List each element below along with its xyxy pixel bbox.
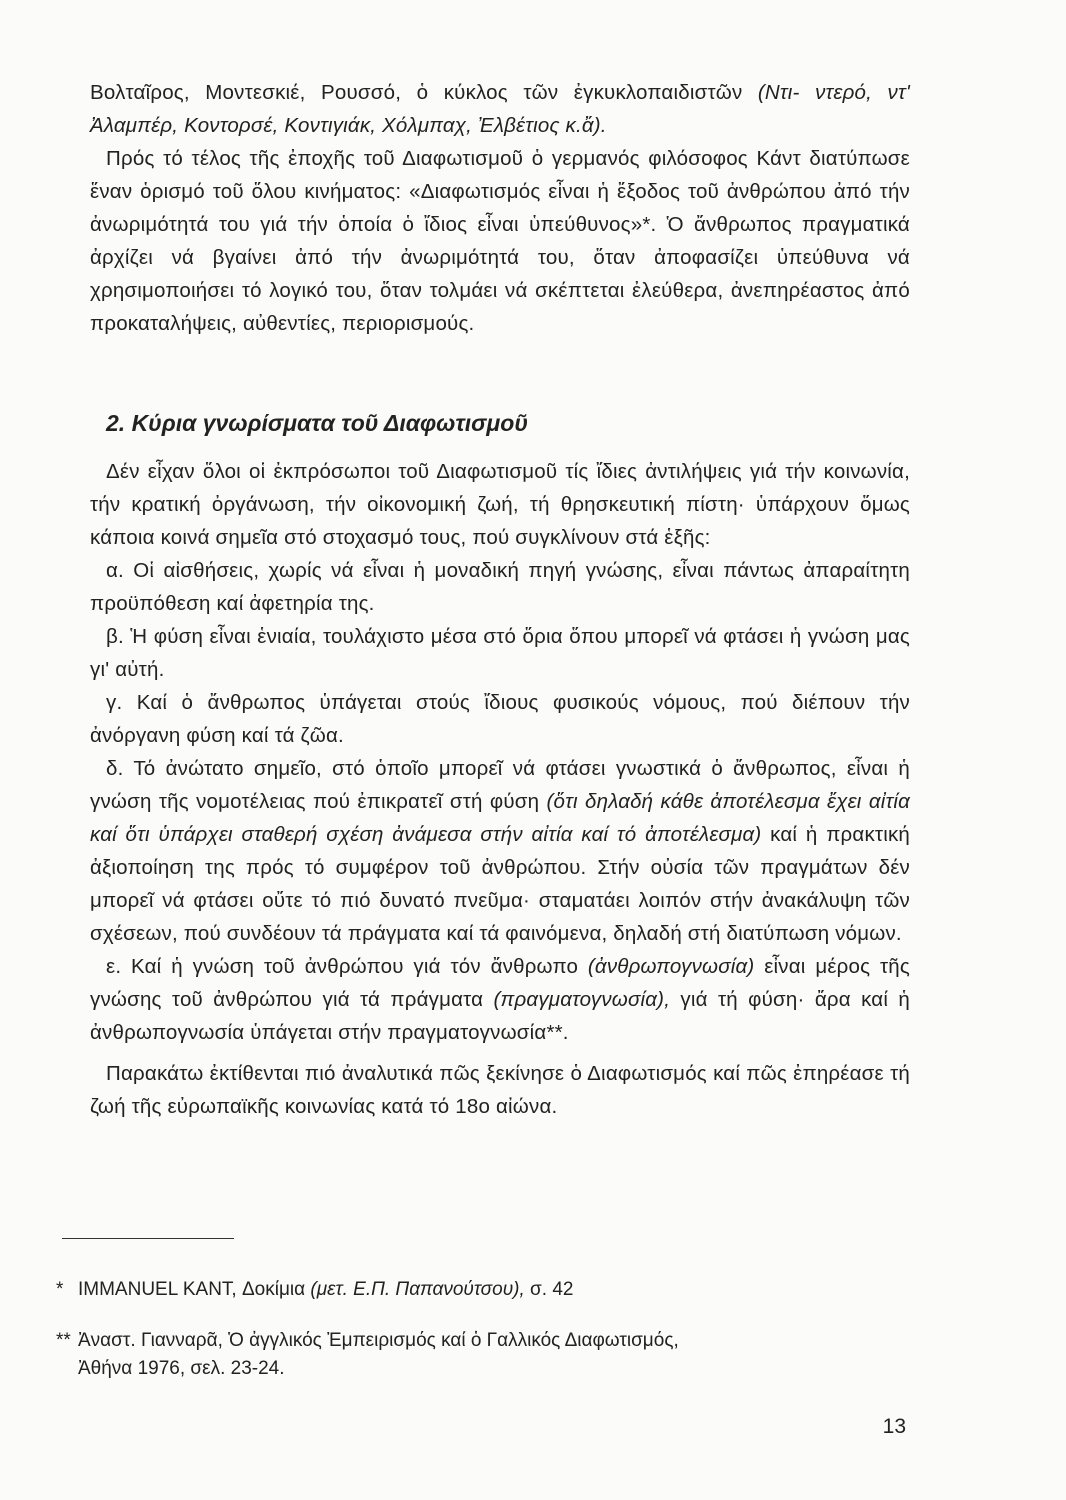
footnote-2 [56, 1327, 906, 1383]
section-body [90, 455, 910, 1123]
footnote-text: Ἀναστ. Γιανναρᾶ, Ὁ ἀγγλικός Ἐμπειρισμός καί ὁ Γαλλικός Διαφωτισμός, [78, 1330, 679, 1351]
paragraph-continued [90, 76, 910, 142]
footnote-text: IMMANUEL KANT, Δοκίμια [78, 1279, 311, 1300]
closing-paragraph: Παρακάτω ἐκτίθενται πιό ἀναλυτικά πῶς ξεκίνησε ὁ Διαφωτισμός καί πῶς ἐπηρέασε τή ζωή τῆς εὐρωπαϊκῆς κοινωνίας κατά τό 18ο αἰώνα. [90, 1062, 910, 1118]
footnote-text: σ. 42 [524, 1279, 574, 1300]
footnote-1 [56, 1276, 906, 1304]
footnote-text: Ἀθήνα 1976, σελ. 23-24. [78, 1358, 285, 1379]
list-item-e [90, 950, 910, 1049]
list-item-c: γ. Καί ὁ ἄνθρωπος ὑπάγεται στούς ἴδιους φυσικούς νόμους, πού διέπουν τήν ἀνόργανη φύση καί τά ζῶα. [90, 691, 910, 747]
list-item-text: γιά τή φύση· ἄρα καί ἡ ἀνθρωπογνωσία ὑπάγεται στήν πραγματογνωσία**. [90, 988, 910, 1044]
italic-text: (Ντι- [757, 81, 800, 104]
top-text-block [90, 76, 910, 340]
list-item-text: δ. Τό ἀνώτατο σημεῖο, στό ὁποῖο μπορεῖ νά φτάσει γνωστικά ὁ ἄνθρωπος, εἶναι ἡ γνώση τῆς νομοτέλειας πού ἐπικρατεῖ στή φύση [90, 757, 910, 813]
list-item-text: καί ἡ πρακτική ἀξιοποίηση της πρός τό συμφέρον τοῦ ἀνθρώπου. Στήν οὐσία τῶν πραγμάτων δέν μπορεῖ νά φτάσει οὔτε τό πιό δυνατό πνεῦμα· σταματάει λοιπόν στήν ἀνακάλυψη τῶν σχέσεων, πού συνδέουν τά πράγματα καί τά φαινόμενα, δηλαδή στή διατύπωση νόμων. [90, 823, 910, 945]
section-heading: 2. Κύρια γνωρίσματα τοῦ Διαφωτισμοῦ [106, 410, 528, 436]
section-intro: Δέν εἶχαν ὅλοι οἱ ἐκπρόσωποι τοῦ Διαφωτισμοῦ τίς ἴδιες ἀντιλήψεις γιά τήν κοινωνία, τήν κρατική ὀργάνωση, τήν οἰκονομική ζωή, τή θρησκευτική πίστη· ὑπάρχουν ὅμως κάποια κοινά σημεῖα στό στοχασμό τους, πού συγκλίνουν στά ἑξῆς: [90, 460, 910, 549]
list-item-b: β. Ἡ φύση εἶναι ἑνιαία, τουλάχιστο μέσα στό ὅρια ὅπου μπορεῖ νά φτάσει ἡ γνώση μας γι' αὐτή. [90, 625, 910, 681]
list-item-a: α. Οἱ αἰσθήσεις, χωρίς νά εἶναι ἡ μοναδική πηγή γνώσης, εἶναι πάντως ἀπαραίτητη προϋπόθεση καί ἀφετηρία της. [90, 559, 910, 615]
list-item-text: ε. Καί ἡ γνώση τοῦ ἀνθρώπου γιά τόν ἄνθρωπο [106, 955, 588, 978]
footnote-mark: * [56, 1279, 64, 1300]
italic-text: (πραγματογνωσία), [493, 988, 671, 1011]
page-number: 13 [882, 1415, 906, 1438]
footnote-mark: ** [56, 1330, 71, 1351]
italic-text: (μετ. Ε.Π. Παπανούτσου), [310, 1279, 525, 1300]
italic-text: ντερό, ντ' Ἀλαμπέρ, Κοντορσέ, Κοντιγιάκ, Χόλμπαχ, Ἐλβέτιος κ.ἄ). [90, 81, 910, 137]
italic-text: (ὅτι δηλαδή κάθε ἀποτέλεσμα ἔχει αἰτία καί ὅτι ὑπάρχει σταθερή σχέση ἀνάμεσα στήν αἰτία καί τό ἀποτέλεσμα) [90, 790, 910, 846]
paragraph-text: Βολταῖρος, Μοντεσκιέ, Ρουσσό, ὁ κύκλος τῶν ἐγκυκλοπαιδιστῶν [90, 81, 758, 104]
italic-text: (ἀνθρωπογνωσία) [587, 955, 755, 978]
footnote-divider [62, 1238, 234, 1239]
paragraph-kant: Πρός τό τέλος τῆς ἐποχῆς τοῦ Διαφωτισμοῦ ὁ γερμανός φιλόσοφος Κάντ διατύπωσε ἕναν ὁρισμό τοῦ ὅλου κινήματος: «Διαφωτισμός εἶναι ἡ ἔξοδος τοῦ ἀνθρώπου ἀπό τήν ἀνωριμότητά του γιά τήν ὁποία ὁ ἴδιος εἶναι ὑπεύθυνος»*. Ὁ ἄνθρωπος πραγματικά ἀρχίζει νά βγαίνει ἀπό τήν ἀνωριμότητά του, ὅταν ἀποφασίζει ὑπεύθυνα νά χρησιμοποιήσει τό λογικό του, ὅταν τολμάει νά σκέπτεται ἐλεύθερα, ἀνεπηρέαστος ἀπό προκαταλήψεις, αὐθεντίες, περιορισμούς. [90, 147, 910, 335]
list-item-d [90, 752, 910, 950]
list-item-text: εἶναι μέρος τῆς γνώσης τοῦ ἀνθρώπου γιά τά πράγματα [90, 955, 910, 1011]
